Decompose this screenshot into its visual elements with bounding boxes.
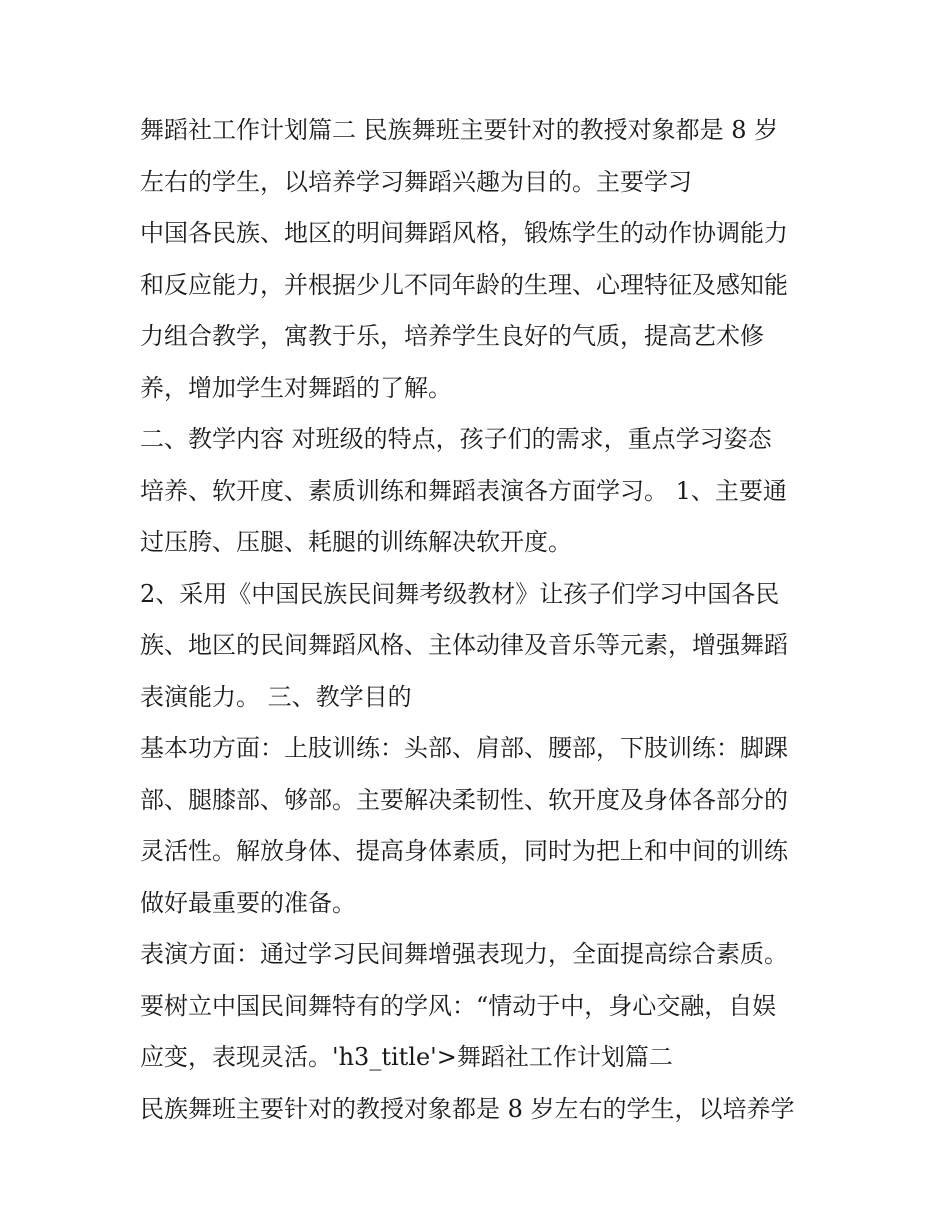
text-line: 养，增加学生对舞蹈的了解。 [140,373,452,402]
text-line: 表演方面：通过学习民间舞增强表现力，全面提高综合素质。 [140,940,788,968]
text-line: 二、教学内容 对班级的特点，孩子们的需求，重点学习姿态 [140,425,772,453]
document-body [140,105,820,1135]
text-line: 中国各民族、地区的明间舞蹈风格，锻炼学生的动作协调能力 [140,219,788,247]
text-line: 和反应能力，并根据少儿不同年龄的生理、心理特征及感知能 [140,270,788,299]
text-line: 左右的学生，以培养学习舞蹈兴趣为目的。主要学习 [140,167,692,196]
text-line: 灵活性。解放身体、提高身体素质，同时为把上和中间的训练 [140,837,788,865]
text-line: 做好最重要的准备。 [140,888,356,917]
text-line: 力组合教学，寓教于乐，培养学生良好的气质，提高艺术修 [140,322,764,350]
text-line: 过压胯、压腿、耗腿的训练解决软开度。 [140,528,572,556]
text-line: 族、地区的民间舞蹈风格、主体动律及音乐等元素，增强舞蹈 [140,631,788,659]
text-line: 2、采用《中国民族民间舞考级教材》让孩子们学习中国各民 [140,579,780,608]
text-line: 基本功方面：上肢训练：头部、肩部、腰部，下肢训练：脚踝 [140,734,788,762]
text-line: 舞蹈社工作计划篇二 民族舞班主要针对的教授对象都是 8 岁 [140,116,779,144]
text-line: 要树立中国民间舞特有的学风：“情动于中，身心交融，自娱 [140,991,777,1020]
text-line: 表演能力。 三、教学目的 [140,682,412,711]
text-line: 应变，表现灵活。'h3_title'>舞蹈社工作计划篇二 [140,1043,673,1071]
text-line: 部、腿膝部、够部。主要解决柔韧性、软开度及身体各部分的 [140,785,788,814]
text-line: 民族舞班主要针对的教授对象都是 8 岁左右的学生，以培养学 [140,1094,795,1123]
text-line: 培养、软开度、素质训练和舞蹈表演各方面学习。 1、主要通 [140,476,787,505]
